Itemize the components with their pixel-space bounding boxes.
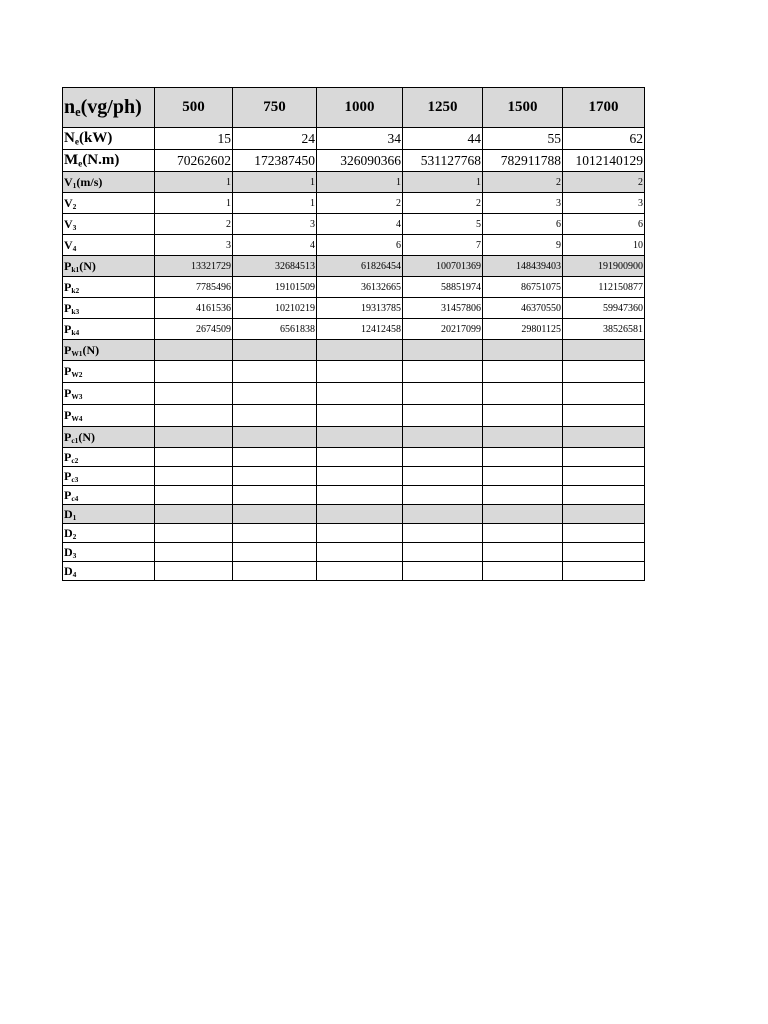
- row-label: $V_4$: [63, 235, 155, 256]
- table-cell[interactable]: [233, 448, 317, 467]
- header-cell[interactable]: 750: [233, 88, 317, 128]
- table-cell[interactable]: [155, 524, 233, 543]
- table-cell[interactable]: [155, 467, 233, 486]
- table-cell[interactable]: [233, 361, 317, 383]
- table-cell[interactable]: [233, 543, 317, 562]
- table-cell[interactable]: [233, 427, 317, 448]
- table-cell[interactable]: 20217099: [403, 319, 483, 340]
- row-pc4: [63, 486, 645, 505]
- table-cell[interactable]: [317, 524, 403, 543]
- table-cell[interactable]: [563, 361, 645, 383]
- row-pw1: [63, 340, 645, 361]
- table-cell[interactable]: [403, 340, 483, 361]
- row-label: $P_{k1}(N)$: [63, 256, 155, 277]
- table-cell[interactable]: [155, 543, 233, 562]
- row-label: $P_{k3}$: [63, 298, 155, 319]
- row-label: $V_3$: [63, 214, 155, 235]
- table-cell[interactable]: [563, 486, 645, 505]
- table-cell[interactable]: [563, 383, 645, 405]
- row-label: $P_{W4}$: [63, 405, 155, 427]
- table-cell[interactable]: [403, 405, 483, 427]
- row-ne: [63, 128, 645, 150]
- table-cell[interactable]: 782911788: [483, 150, 563, 172]
- table-cell[interactable]: 3: [483, 193, 563, 214]
- table-cell[interactable]: 100701369: [403, 256, 483, 277]
- row-label: $P_{c1}(N)$: [63, 427, 155, 448]
- table-cell[interactable]: [317, 543, 403, 562]
- table-cell[interactable]: [563, 340, 645, 361]
- table-cell[interactable]: [483, 361, 563, 383]
- table-cell[interactable]: [483, 524, 563, 543]
- table-cell[interactable]: [155, 505, 233, 524]
- table-cell[interactable]: 6: [317, 235, 403, 256]
- table-cell[interactable]: 1: [233, 193, 317, 214]
- header-cell[interactable]: 1500: [483, 88, 563, 128]
- table-cell[interactable]: [403, 467, 483, 486]
- header-label: $n_e(vg/ph)$: [63, 88, 155, 128]
- table-cell[interactable]: 4: [233, 235, 317, 256]
- row-label: $P_{k4}$: [63, 319, 155, 340]
- row-d1: [63, 505, 645, 524]
- table-cell[interactable]: [317, 427, 403, 448]
- row-v1: [63, 172, 645, 193]
- table-cell[interactable]: 55: [483, 128, 563, 150]
- table-cell[interactable]: [317, 383, 403, 405]
- table-cell[interactable]: [155, 405, 233, 427]
- row-label: $P_{c3}$: [63, 467, 155, 486]
- table-cell[interactable]: [483, 383, 563, 405]
- table-cell[interactable]: 12412458: [317, 319, 403, 340]
- table-cell[interactable]: 70262602: [155, 150, 233, 172]
- table-cell[interactable]: 34: [317, 128, 403, 150]
- row-label: $D_1$: [63, 505, 155, 524]
- row-pw4: [63, 405, 645, 427]
- table-cell[interactable]: [563, 524, 645, 543]
- table-cell[interactable]: [403, 543, 483, 562]
- table-cell[interactable]: 59947360: [563, 298, 645, 319]
- table-cell[interactable]: 2: [563, 172, 645, 193]
- table-cell[interactable]: [233, 383, 317, 405]
- table-cell[interactable]: [317, 562, 403, 581]
- table-cell[interactable]: 2: [483, 172, 563, 193]
- row-pw3: [63, 383, 645, 405]
- table-cell[interactable]: 531127768: [403, 150, 483, 172]
- table-cell[interactable]: 1: [155, 193, 233, 214]
- table-cell[interactable]: [317, 405, 403, 427]
- table-cell[interactable]: 4161536: [155, 298, 233, 319]
- row-pk4: [63, 319, 645, 340]
- table-cell[interactable]: [155, 383, 233, 405]
- table-cell[interactable]: [155, 486, 233, 505]
- table-cell[interactable]: [563, 427, 645, 448]
- row-label: $D_2$: [63, 524, 155, 543]
- table-cell[interactable]: 1012140129: [563, 150, 645, 172]
- row-pc3: [63, 467, 645, 486]
- row-label: $P_{W1}(N)$: [63, 340, 155, 361]
- table-cell[interactable]: 29801125: [483, 319, 563, 340]
- header-cell[interactable]: 1250: [403, 88, 483, 128]
- table-cell[interactable]: [317, 340, 403, 361]
- table-cell[interactable]: [563, 562, 645, 581]
- row-label: $V_2$: [63, 193, 155, 214]
- row-me: [63, 150, 645, 172]
- table-cell[interactable]: [233, 562, 317, 581]
- table-cell[interactable]: 326090366: [317, 150, 403, 172]
- table-cell[interactable]: 10210219: [233, 298, 317, 319]
- table-cell[interactable]: 86751075: [483, 277, 563, 298]
- row-label: $N_e(kW)$: [63, 128, 155, 150]
- row-v2: [63, 193, 645, 214]
- table-cell[interactable]: [233, 486, 317, 505]
- row-v3: [63, 214, 645, 235]
- table-cell[interactable]: [403, 383, 483, 405]
- row-pk2: [63, 277, 645, 298]
- header-cell[interactable]: 1000: [317, 88, 403, 128]
- row-v4: [63, 235, 645, 256]
- table-cell[interactable]: 19313785: [317, 298, 403, 319]
- table-cell[interactable]: [563, 405, 645, 427]
- row-label: $M_e(N.m)$: [63, 150, 155, 172]
- table-cell[interactable]: [317, 505, 403, 524]
- header-row: [63, 88, 645, 128]
- table-cell[interactable]: 2: [317, 193, 403, 214]
- header-cell[interactable]: 500: [155, 88, 233, 128]
- table-cell[interactable]: [483, 427, 563, 448]
- table-cell[interactable]: [155, 340, 233, 361]
- table-cell[interactable]: 10: [563, 235, 645, 256]
- table-cell[interactable]: 2: [155, 214, 233, 235]
- table-cell[interactable]: [483, 543, 563, 562]
- table-cell[interactable]: 191900900: [563, 256, 645, 277]
- table-cell[interactable]: [317, 467, 403, 486]
- table-cell[interactable]: [317, 486, 403, 505]
- row-label: $D_4$: [63, 562, 155, 581]
- table-cell[interactable]: 9: [483, 235, 563, 256]
- table-cell[interactable]: [233, 505, 317, 524]
- row-label: $P_{k2}$: [63, 277, 155, 298]
- table-cell[interactable]: [403, 448, 483, 467]
- table-cell[interactable]: [317, 448, 403, 467]
- row-pc1: [63, 427, 645, 448]
- table-cell[interactable]: 44: [403, 128, 483, 150]
- table-cell[interactable]: [233, 340, 317, 361]
- table-cell[interactable]: [233, 524, 317, 543]
- row-d4: [63, 562, 645, 581]
- table-cell[interactable]: 15: [155, 128, 233, 150]
- table-cell[interactable]: [483, 340, 563, 361]
- table-cell[interactable]: 36132665: [317, 277, 403, 298]
- table-cell[interactable]: 172387450: [233, 150, 317, 172]
- table-cell[interactable]: 6: [483, 214, 563, 235]
- table-cell[interactable]: 112150877: [563, 277, 645, 298]
- table-cell[interactable]: 58851974: [403, 277, 483, 298]
- table-cell[interactable]: 32684513: [233, 256, 317, 277]
- table-cell[interactable]: [563, 543, 645, 562]
- table-cell[interactable]: [403, 524, 483, 543]
- row-d2: [63, 524, 645, 543]
- row-pk1: [63, 256, 645, 277]
- table-cell[interactable]: [317, 361, 403, 383]
- row-pc2: [63, 448, 645, 467]
- table-cell[interactable]: [483, 467, 563, 486]
- table-cell[interactable]: 24: [233, 128, 317, 150]
- row-label: $D_3$: [63, 543, 155, 562]
- table-cell[interactable]: [483, 405, 563, 427]
- table-cell[interactable]: 148439403: [483, 256, 563, 277]
- table-cell[interactable]: [483, 562, 563, 581]
- table-cell[interactable]: 2: [403, 193, 483, 214]
- table-cell[interactable]: [233, 405, 317, 427]
- row-d3: [63, 543, 645, 562]
- table-cell[interactable]: 31457806: [403, 298, 483, 319]
- table-cell[interactable]: [403, 361, 483, 383]
- table-cell[interactable]: 19101509: [233, 277, 317, 298]
- table-cell[interactable]: [483, 448, 563, 467]
- table-cell[interactable]: [233, 467, 317, 486]
- table-cell[interactable]: 4: [317, 214, 403, 235]
- table-cell[interactable]: 5: [403, 214, 483, 235]
- table-cell[interactable]: [155, 562, 233, 581]
- row-label: $P_{W3}$: [63, 383, 155, 405]
- table-cell[interactable]: [563, 448, 645, 467]
- row-pw2: [63, 361, 645, 383]
- table-cell[interactable]: 62: [563, 128, 645, 150]
- table-cell[interactable]: 2674509: [155, 319, 233, 340]
- table-cell[interactable]: 7785496: [155, 277, 233, 298]
- row-label: $V_1(m/s)$: [63, 172, 155, 193]
- table-cell[interactable]: [155, 361, 233, 383]
- table-cell[interactable]: 1: [155, 172, 233, 193]
- table-cell[interactable]: 46370550: [483, 298, 563, 319]
- table-cell[interactable]: [155, 427, 233, 448]
- table-cell[interactable]: 13321729: [155, 256, 233, 277]
- table-cell[interactable]: 3: [563, 193, 645, 214]
- header-cell[interactable]: 1700: [563, 88, 645, 128]
- table-cell[interactable]: 1: [403, 172, 483, 193]
- table-cell[interactable]: 61826454: [317, 256, 403, 277]
- table-cell[interactable]: [403, 427, 483, 448]
- table-cell[interactable]: [563, 467, 645, 486]
- table-cell[interactable]: [155, 448, 233, 467]
- table-cell[interactable]: 6561838: [233, 319, 317, 340]
- table-cell[interactable]: 1: [317, 172, 403, 193]
- table-cell[interactable]: 1: [233, 172, 317, 193]
- table-cell[interactable]: [403, 562, 483, 581]
- row-pk3: [63, 298, 645, 319]
- table-cell[interactable]: [403, 486, 483, 505]
- table-cell[interactable]: 7: [403, 235, 483, 256]
- table-cell[interactable]: [483, 486, 563, 505]
- table-cell[interactable]: 3: [233, 214, 317, 235]
- table-cell[interactable]: 3: [155, 235, 233, 256]
- row-label: $P_{c4}$: [63, 486, 155, 505]
- table-cell[interactable]: [403, 505, 483, 524]
- table-cell[interactable]: [563, 505, 645, 524]
- data-table: [62, 87, 645, 581]
- table-cell[interactable]: 6: [563, 214, 645, 235]
- table-cell[interactable]: 38526581: [563, 319, 645, 340]
- table-cell[interactable]: [483, 505, 563, 524]
- row-label: $P_{W2}$: [63, 361, 155, 383]
- row-label: $P_{c2}$: [63, 448, 155, 467]
